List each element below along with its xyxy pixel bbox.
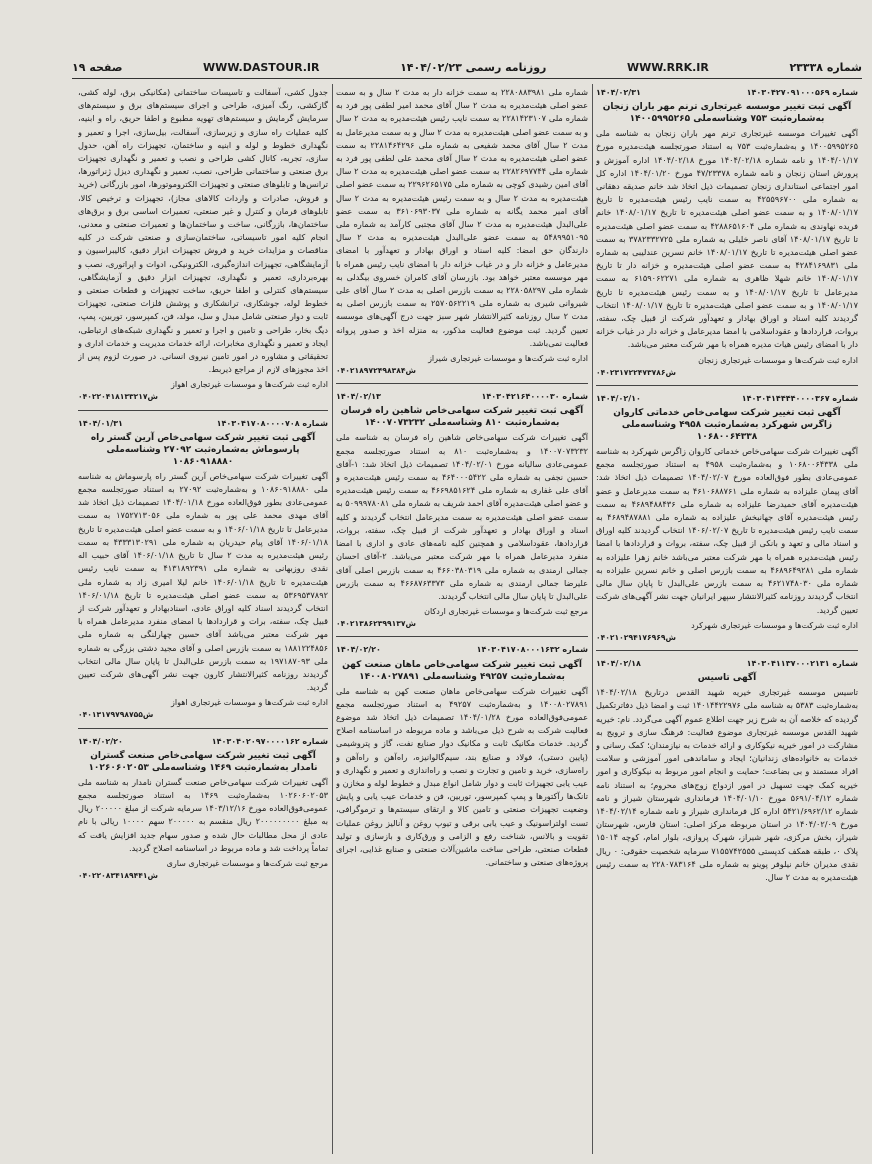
ad-agency: اداره ثبت شرکت‌ها و موسسات غیرتجاری اهواز: [171, 698, 328, 708]
ad-body: آگهی تغییرات شرکت سهامی‌خاص شاهین راه فرسان به شناسه ملی ۱۴۰۰۷۰۷۳۲۳۲ و به‌شماره‌ثبت ۸۱۰ به استناد صورتجلسه مجمع عمومی‌عادی سالیانه مورخ ۱۴۰۴/۰۲/۰۱ تصمیمات ذیل اتخاذ شد: ۱-آقای حسین نجفی به شماره ملی ۴۶۴۰۰۰۵۴۲۲ به سمت رئیس هیئت‌مدیره و آقای علی غفاری به شماره ملی ۴۶۶۹۸۵۱۶۲۴ به سمت رئیس هیئت‌مدیره و عضو اصلی هیئت‌مدیره آقای احمد شریف به شماره ملی ۵۰۹۹۹۷۸۰۸۱ به سمت عضو اصلی هیئت‌مدیره به سمت مدیرعامل انتخاب گردیدند و کلیه اسناد و اوراق بهادار و تعهدآور شرکت از قبیل چک، سفته، بروات، قراردادها، عقوداسلامی و همچنین کلیه نامه‌های عادی و اداری با امضا منفرد مدیرعامل همراه با مهر شرکت معتبر می‌باشد. ۲-آقای احسان جمالی ارمندی به شماره ملی ۴۶۶۰۳۸۰۳۱۹ به سمت بازرس اصلی آقای علیرضا جمالی ارمندی به شماره ملی ۴۶۶۸۷۶۳۳۷۳ به سمت بازرس علی‌البدل تا پایان سال مالی انتخاب گردیدند.: [336, 432, 588, 601]
site-rrk[interactable]: WWW.RRK.IR: [626, 60, 709, 74]
ad-title: آگهی ثبت تغییر شرکت سهامی‌خاص آرین گستر راه پارسوماش به‌شماره‌ثبت ۲۷۰۹۲ وشناسه‌ملی ۱۰۸۶۰۹۱۸۸۸۰: [90, 432, 316, 467]
ad-body: آگهی تغییرات شرکت سهامی‌خاص خدماتی کاروان زاگرس شهرکرد به شناسه ملی ۱۰۶۸۰۰۶۴۳۳۸ و به‌شماره‌ثبت ۴۹۵۸ به استناد صورتجلسه مجمع عمومی‌عادی بطور فوق‌العاده مورخ ۱۴۰۴/۰۲/۰۷ تصمیمات ذیل اتخاذ شد: آقای پیمان علیزاده به شماره ملی ۴۶۱۰۶۸۸۷۶۱ به سمت مدیرعامل و عضو هیئت‌مدیره آقای حمیدرضا علیزاده به شماره ملی ۴۶۸۹۴۸۸۴۳۶ به سمت رئیس هیئت‌مدیره آقای جهانبخش علیزاده به شماره ملی ۴۶۸۹۴۸۷۸۸۱ به سمت نایب رئیس هیئت‌مدیره تا تاریخ ۱۴۰۶/۰۲/۰۷ انتخاب گردیدند کلیه اوراق و اسناد مالی و تعهد و بانکی از قبیل چک، سفته، بروات و قراردادها با امضا رئیس هیئت‌مدیره همراه با مهر شرکت معتبر می‌باشد خانم زهرا علیزاده به شماره ملی ۴۶۸۹۶۴۹۲۸۱ به سمت بازرس اصلی و خانم نسرین علیزاده به شماره ملی ۴۶۲۱۷۴۸۰۳۰ به سمت بازرس علی‌البدل تا پایان سال مالی انتخاب گردیدند روزنامه کثیرالانتشار سپهر ایرانیان جهت نشر آگهی‌های شرکت تعیین گردید.: [596, 446, 858, 615]
ad-body: جدول کشی، آسفالت و تاسیسات ساختمانی (مکانیکی برق، لوله کشی، گازکشی، رنگ آمیزی، طراحی و اجرای سیستم‌های برق و سیستم‌های سرمایش گرمایش و سیستم‌های تهویه مطبوع و اطفا حریق، راه و ابنیه، کلیه عملیات راه سازی و زیرسازی، آسفالت، بیل‌سازی، اجرا و تعمیر و نگهداری خطوط و لوله و ابنیه و ساختمان، تجهیزات راه آهن، حدول سازی، تجربه، کانال کشی طراحی و نصب و تعمیر و نگهداری تجهیزات برق صنعتی و ساختمانی طراحی، نصب، تعمیر و نگهداری دیزل ژنراتورها، ترانس‌ها و تابلوهای صنعتی و تجهیزات الکتروموتورها، امور بازرگانی (خرید و فروش، صادرات و واردات کالاهای مجاز)، تجهیزات و ترخیص کالا، تابلوهای فرمان و کنترل و غیر صنعتی، تعمیرات اساسی برق و برق‌های ساختمان‌ها، بازرگانی، ساخت و ساختمان‌ها و تعمیرات صنعتی و معدنی، انجام کلیه امور تاسیساتی، ساختمان‌سازی و صنعتی شرکت در کلیه مناقصات و مزایدات خرید و فروش تجهیزات ابزار دقیق، کالیبراسیون و آزمایشگاهی، تجهیزات اندازه‌گیری، الکترونیکی، ادوات و اپراتوری، نصب و بهره‌برداری، تعمیر و نگهداری، تجهیزات ابزار دقیق و آزمایشگاهی، سیستم‌های کنترلی و اطفا حریق، ساخت تجهیزات و قطعات صنعتی و خطوط لوله، جوشکاری، ترانشکاری و پوشش فلزات صنعتی، تجهیزات ثابت و دوار صنعتی شامل مبدل و سل، مولد، فن، کمپرسور، توربین، پمپ، دیگ بخار، طراحی و تامین و اجرا و تعمیر و نگهداری شبکه‌های ارتباطی، ایجاد و تعمیر و نگهداری مخابرات، ارائه خدمات مدیریت و خدمات اداری و تحقیقاتی و مشاوره در امور تامین نیروی انسانی. در صورت لزوم پس از اخذ مجوزهای لازم از مراجع ذیربط.: [78, 87, 328, 375]
ad-code: شماره ۱۴۰۳۰۴۲۷۰۹۱۰۰۰۵۶۹: [746, 88, 858, 97]
column-right: [596, 84, 858, 894]
ad-date: ۱۴۰۴/۰۲/۲۰: [336, 645, 381, 655]
announcement: [336, 388, 588, 637]
ad-title: آگهی تاسیس: [697, 673, 757, 684]
ad-body: تاسیس موسسه غیرتجاری خیریه شهید القدس درتاریخ ۱۴۰۴/۰۲/۱۸ به‌شماره‌ثبت ۵۳۸۳ به شناسه ملی ۱۴۰۱۴۴۲۲۹۷۶ ثبت و امضا ذیل دفاترتکمیل گردیده که خلاصه آن به شرح زیر جهت اطلاع عموم آگهی می‌گردد. نام: خیریه شهید القدس موسسه غیرتجاری موضوع فعالیت: فرهنگ سازی و ترویج به مشارکت در امور خیریه نیکوکاری و ارائه خدمات به نیازمندان؛ کمک رسانی و خدمات به خانواده‌های زندانیان؛ ایجاد و ساماندهی امور آموزشی و سلامت افراد مستمند و بی بضاعت؛ حمایت و انجام امور مربوط به نیکوکاری و امور خیریه کمک جهت تسهیل در امور ازدواج زوج‌های محروم؛ به استناد نامه شماره ۵۶۹۱/۰۴/۱۲ مورخ ۱۴۰۴/۰۱/۱۰ فرمانداری شهرستان شیراز و نامه شماره ۵۴۲۱/۶۹۶۲/۱۲ اداره کل فرمانداری شیراز و نامه شماره ۱۴۰۴/۰۲/۱۴ مورخ ۱۴۰۴/۰۲/۰۹ در استان مربوطه مرکز اصلی: استان فارس، شهرستان شیراز، بخش مرکزی، شهر شیراز، شهرک پروازی، بلوار امام، کوچه ۱۵۰۱۴ پلاک ۰، طبقه همکف کدپستی ۷۱۵۵۷۴۲۵۵۵ سرمایه شخصیت حقوقی: ۰ ریال نقدی مدیران خانم نیلوفر پوینو به شماره ملی ۲۲۸۰۷۸۳۱۶۴ به سمت رئیس هیئت‌مدیره به مدت ۲ سال.: [596, 687, 858, 882]
announcement: [596, 390, 858, 651]
ad-agency: مرجع ثبت شرکت‌ها و موسسات غیرتجاری اردکان: [424, 607, 588, 617]
ad-title: آگهی ثبت تغییر شرکت سهامی‌خاص خدماتی کاروان زاگرس شهرکرد به‌شماره‌ثبت ۴۹۵۸ وشناسه‌ملی ۱۰۶۸۰۰۶۴۳۳۸: [613, 408, 841, 443]
ad-title: آگهی ثبت تغییر موسسه غیرتجاری ترنم مهر باران زنجان به‌شماره‌ثبت ۷۵۳ وشناسه‌ملی ۱۴۰۰۵۹۹۵۲۶۵: [602, 102, 852, 125]
ad-agency: مرجع ثبت شرکت‌ها و موسسات غیرتجاری ساری: [166, 858, 328, 868]
paper-name-date: روزنامه رسمی ۱۴۰۴/۰۲/۲۳: [400, 60, 547, 74]
ad-agency: اداره ثبت شرکت‌ها و موسسات غیرتجاری شیراز: [428, 354, 588, 364]
ad-body: شماره ملی ۲۲۸۰۸۸۳۹۸۱ به سمت خزانه دار به مدت ۲ سال و به سمت عضو اصلی هیئت‌مدیره به مدت ۲ سال آقای محمد امیر لطفی پور فرد به شماره ملی ۲۲۸۱۴۲۳۱۰۷ به سمت نایب رئیس هیئت‌مدیره به مدت ۲ سال و به سمت عضو اصلی هیئت‌مدیره به مدت ۲ سال و به سمت مدیرعامل به مدت ۲ سال آقای محمد شفیعی به شماره ملی ۲۲۸۱۴۶۴۲۹۶ به سمت عضو اصلی هیئت‌مدیره به مدت ۲ سال آقای محمد علی لطفی پور فرد به شماره ملی ۲۲۸۲۶۹۷۷۴۴ به سمت عضو اصلی هیئت‌مدیره به مدت ۲ سال آقای امین رشیدی کوچی به شماره ملی ۲۲۹۶۲۶۵۱۷۵ به سمت عضو اصلی هیئت‌مدیره به مدت ۲ سال و به سمت رئیس هیئت‌مدیره به مدت ۲ سال آقای امیر محمد یگانه به شماره ملی ۳۶۱۰۶۹۳۰۳۷ به سمت عضو علی‌البدل هیئت‌مدیره به مدت ۲ سال آقای مجتبی کارآمد به شماره ملی ۵۴۸۹۹۵۱۰۹۵ به سمت عضو علی‌البدل هیئت‌مدیره به مدت ۲ سال دارندگان حق امضا: کلیه اسناد و اوراق بهادار و تعهدآور با امضای مدیرعامل و خزانه دار و در غیاب خزانه دار با امضای نایب رئیس همراه با مهر موسسه معتبر خواهد بود. بازرسان آقای کامران خسروی بیگدلی به شماره ملی ۲۲۸۰۵۸۲۹۷ به سمت بازرس اصلی به مدت ۲ سال آقای علی شیروانی شیری به شماره ملی ۲۵۷۰۵۶۲۲۱۹ به سمت بازرس اصلی به مدت ۲ سال روزنامه کثیرالانتشار شهر سبز جهت درج آگهی‌های موسسه تعیین گردید. ثبت موضوع فعالیت مذکور، به منزله اخذ و صدور پروانه فعالیت نمی‌باشد.: [336, 87, 588, 348]
announcement: [78, 733, 328, 889]
ad-body: آگهی تغییرات شرکت سهامی‌خاص آرین گستر راه پارسوماش به شناسه ملی ۱۰۸۶۰۹۱۸۸۸۰ و به‌شماره‌ثبت ۲۷۰۹۲ به استناد صورتجلسه مجمع عمومی‌عادی بطور فوق‌العاده مورخ ۱۴۰۴/۰۱/۱۸ تصمیمات ذیل اتخاذ شد آقای مهدی محمد علی پور به شماره ملی ۱۷۵۲۷۱۳۰۵۶ به سمت مدیرعامل تا تاریخ ۱۴۰۶/۰۱/۱۸ و به سمت عضو اصلی هیئت‌مدیره تا تاریخ ۱۴۰۶/۰۱/۱۸ آقای پیام حیدریان به شماره ملی ۴۳۳۳۱۳۰۲۹۱ به سمت رئیس هیئت‌مدیره به مدت ۲ سال تا تاریخ ۱۴۰۶/۰۱/۱۸ آقای حبیب اله نقدی روزبهانی به شماره ملی ۴۱۳۱۸۹۲۳۹۱ به سمت نایب رئیس هیئت‌مدیره تا تاریخ ۱۴۰۶/۰۱/۱۸ خانم لیلا امیری زاد به شماره ملی ۵۳۶۹۵۳۷۸۹۲ به سمت عضو اصلی هیئت‌مدیره تا تاریخ ۱۴۰۶/۰۱/۱۸ انتخاب گردیدند اسناد کلیه اوراق عادی، اسنادبهادار و تعهدآور شرکت از قبیل چک، سفته، برات و قراردادها با امضای منفرد مدیرعامل همراه با مهر شرکت معتبر می‌باشد آقای حسین چهارلنگی به شماره ملی ۱۸۸۱۲۲۴۸۵۶ به سمت بازرس اصلی و آقای مجید دشتی بزرگی به شماره ملی ۱۹۷۱۸۷۰۹۳ به سمت بازرس علی‌البدل تا پایان سال مالی انتخاب گردیدند روزنامه کثیرالانتشار کارون جهت نشر آگهی‌های شرکت تعیین گردید.: [78, 470, 328, 693]
column-middle: [336, 84, 588, 879]
ad-reference: ش۰۴۰۱۳۱۷۹۷۹۸۷۵۵: [78, 710, 154, 720]
ad-title: آگهی ثبت تغییر شرکت سهامی‌خاص ماهان صنعت کهن به‌شماره‌ثبت ۴۹۲۵۷ وشناسه‌ملی ۱۴۰۰۸۰۲۷۸۹۱: [342, 659, 582, 682]
ad-code: شماره ۱۴۰۳۰۴۱۱۳۷۰۰۰۲۱۳۱: [746, 658, 858, 668]
ad-date: ۱۴۰۴/۰۲/۲۰: [78, 736, 123, 746]
ad-date: ۱۴۰۴/۰۲/۳۱: [596, 88, 641, 97]
ad-reference: ش۰۴۰۲۱۰۲۹۴۱۷۶۹۶۹: [596, 632, 677, 642]
ad-agency: اداره ثبت شرکت‌ها و موسسات غیرتجاری شهرکرد: [691, 620, 858, 630]
column-divider: [592, 84, 593, 1154]
page-header: [72, 56, 862, 79]
ad-agency: اداره ثبت شرکت‌ها و موسسات غیرتجاری اهواز: [171, 380, 328, 390]
ad-reference: ش۰۴۰۲۲۰۸۳۴۱۸۹۴۴۱: [78, 870, 159, 880]
ad-date: ۱۴۰۴/۰۲/۱۳: [336, 392, 381, 402]
ad-date: ۱۴۰۴/۰۱/۳۱: [78, 418, 123, 428]
ad-date: ۱۴۰۴/۰۲/۱۸: [596, 658, 641, 668]
ad-date: ۱۴۰۴/۰۲/۱۰: [596, 393, 641, 403]
announcement: [336, 84, 588, 384]
ad-reference: ش۰۴۰۲۲۰۴۱۸۱۳۳۲۱۷: [78, 392, 159, 402]
site-dastour[interactable]: WWW.DASTOUR.IR: [203, 60, 320, 74]
page-number: صفحه ۱۹: [72, 60, 123, 74]
ad-body: آگهی تغییرات شرکت سهامی‌خاص ماهان صنعت کهن به شناسه ملی ۱۴۰۰۸۰۲۷۸۹۱ و به‌شماره‌ثبت ۴۹۲۵۷ به استناد صورتجلسه مجمع عمومی‌فوق‌العاده مورخ ۱۴۰۴/۰۱/۲۸ تصمیمات ذیل اتخاذ شد موضوع فعالیت شرکت به شرح ذیل می‌باشد و ماده مربوطه در اساسنامه اصلاح گردید. خدمات مکانیک ثابت و مکانیک دوار صنایع نفت، گاز و پتروشیمی (پایین دستی)، فولاد و صنایع بند، سیم‌گالوانیزه، راه‌آهن و راه‌آهن و راه‌سازی، خرید و تامین و تجارت و نصب و راه‌اندازی و تعمیر و نگهداری و عیب یابی تجهیزات ثابت و دوار شامل انواع مبدل و خطوط لوله و مخازن و تانک‌ها رآکتورها و پمپ کمپرسور، توربین، فن و خدمات عیب یابی و پایش وضعیت تجهیزات صنعتی و تامین کالا و ارتقای سیستم‌ها و ترموگرافی، تست اولتراسونیک و عیب یابی برقی و تیوپ روغن و آنالیز روغن عملیات تقویت و بالانس، شناخت رفع و الزامی و ورق‌کاری و بازسازی و تولید قطعات صنعتی، طراحی ساخت ماشین‌آلات صنعتی و صنایع غذایی، اجرای پروژه‌های صنعتی و ساختمانی.: [336, 685, 588, 868]
announcement: [336, 641, 588, 875]
column-divider: [332, 84, 333, 1154]
ad-reference: ش۰۴۰۲۱۳۸۶۲۳۹۹۱۳۷: [336, 619, 417, 629]
announcement: [596, 84, 858, 386]
ad-body: آگهی تغییرات موسسه غیرتجاری ترنم مهر باران زنجان به شناسه ملی ۱۴۰۰۵۹۹۵۲۶۵ و به‌شماره‌ثبت ۷۵۳ به استناد صورتجلسه هیئت‌مدیره مورخ ۱۴۰۴/۰۱/۱۷ و نامه شماره ۱۴۰۴/۰۲/۱۸ مورخ ۱۴۰۴/۰۲/۱۸ اداره آموزش و پرورش استان زنجان و نامه شماره ۴۷/۲۳۳۷۸ مورخ ۱۴۰۴/۰۱/۲۰ اداره کل امور اجتماعی استانداری زنجان تصمیمات ذیل اتخاذ شد خانم صدیقه دهقانی به شماره ملی ۴۲۵۵۹۶۷۰۰ به سمت نایب رئیس هیئت‌مدیره تا تاریخ ۱۴۰۸/۰۱/۱۷ و به سمت عضو اصلی هیئت‌مدیره تا تاریخ ۱۴۰۸/۰۱/۱۷ خانم فریده نهاوندی به شماره ملی ۴۲۸۸۶۵۱۶۰۴ به سمت عضو اصلی هیئت‌مدیره تا تاریخ ۱۴۰۸/۰۱/۱۷ آقای ناصر خلیلی به شماره ملی ۳۷۸۲۳۳۲۷۲۵ به سمت عضو اصلی هیئت‌مدیره تا تاریخ ۱۴۰۸/۰۱/۱۷ خانم نسرین عندلیبی به شماره ملی ۴۲۸۴۱۶۹۸۳۱ به سمت عضو اصلی هیئت‌مدیره و خزانه دار تا تاریخ ۱۴۰۸/۰۱/۱۷ خانم شهلا ظاهری به شماره ملی ۶۱۵۹۰۶۲۲۷۱ به سمت مدیرعامل تا تاریخ ۱۴۰۸/۰۱/۱۷ و به سمت رئیس هیئت‌مدیره تا تاریخ ۱۴۰۸/۰۱/۱۷ و به سمت عضو اصلی هیئت‌مدیره تا تاریخ ۱۴۰۸/۰۱/۱۷ انتخاب گردیدند کلیه اسناد و اوراق بهادار و تعهدآور شرکت از قبیل چک، سفته، بروات، قراردادها و عقوداسلامی با امضا مدیرعامل و خزانه دار در غیاب خزانه دار با امضای رئیس هیات مدیره همراه با مهر شرکت معتبر می‌باشد.: [596, 128, 858, 350]
ad-code: شماره ۱۴۰۳۰۴۱۴۴۴۴۰۰۰۰۳۶۷: [741, 393, 858, 403]
ad-reference: ش۰۴۰۲۱۸۹۷۲۴۹۸۳۸۴: [336, 366, 417, 376]
ad-body: آگهی تغییرات شرکت سهامی‌خاص صنعت گستران نامدار به شناسه ملی ۱۰۲۶۰۶۰۲۰۵۳ به‌شماره‌ثبت ۱۴۶۹ به استناد صورتجلسه مجمع عمومی‌فوق‌العاده مورخ ۱۴۰۳/۱۲/۱۶ سرمایه شرکت از مبلغ ۲۰۰۰۰۰ ریال به مبلغ ۲۰۰۰۰۰۰۰۰۰ ریال منقسم به ۲۰۰۰۰۰ سهم ۱۰۰۰۰ ریالی با نام عادی از محل مطالبات حال شده و صدور سهام جدید افزایش یافت که تماماً پرداخت شد و ماده مربوط در اساسنامه اصلاح گردید.: [78, 776, 328, 853]
announcement: [78, 415, 328, 729]
ad-title: آگهی ثبت تغییر شرکت سهامی‌خاص شاهین راه فرسان به‌شماره‌ثبت ۸۱۰ وشناسه‌ملی ۱۴۰۰۷۰۷۳۲۳۲: [340, 406, 584, 429]
announcement: [596, 655, 858, 890]
ad-reference: ش۰۴۰۲۳۱۷۲۲۴۷۳۷۸۶: [596, 367, 677, 377]
ad-code: شماره ۱۴۰۳۰۴۲۱۶۴۰۰۰۰۳۰: [481, 392, 588, 402]
column-left: [78, 84, 328, 892]
ad-code: شماره ۱۴۰۳۰۴۱۷۰۸۰۰۰۰۷۰۸: [216, 418, 328, 428]
ad-code: شماره ۱۴۰۳۰۴۱۷۰۸۰۰۰۱۶۳۲: [476, 645, 588, 655]
ad-title: آگهی ثبت تغییر شرکت سهامی‌خاص صنعت گستران نامدار به‌شماره‌ثبت ۱۴۶۹ وشناسه‌ملی ۱۰۲۶۰۶۰۲۰۵۳: [88, 750, 318, 773]
announcement: [78, 84, 328, 411]
issue-number: شماره ۲۳۳۳۸: [789, 60, 862, 74]
ad-agency: اداره ثبت شرکت‌ها و موسسات غیرتجاری زنجان: [698, 355, 858, 365]
ad-code: شماره ۱۴۰۳۰۴۰۲۰۹۷۰۰۰۰۱۶۲: [211, 736, 328, 746]
